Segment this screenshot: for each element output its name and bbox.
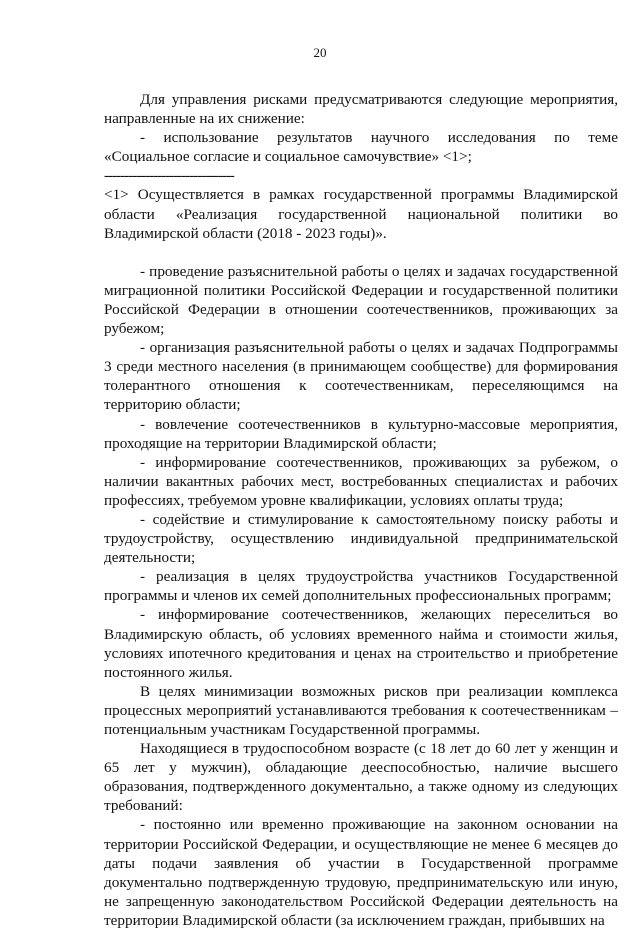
list-item: - использование результатов научного исследования по теме «Социальное согласие и социальное самочувствие» <1>;	[104, 129, 618, 166]
page-number: 20	[313, 45, 327, 60]
list-item: - информирование соотечественников, желающих переселиться во Владимирскую область, об условиях временного найма и стоимости жилья, условиях ипотечного кредитования и ценах на строительство и приобретение постоянного жилья.	[104, 606, 618, 681]
list-item: - содействие и стимулирование к самостоятельному поиску работы и трудоустройству, осуществлению индивидуальной предпринимательской деятельности;	[104, 510, 618, 567]
list-item: - реализация в целях трудоустройства участников Государственной программы и членов их семей дополнительных профессиональных программ;	[104, 568, 618, 605]
footnote-separator: --------------------------------	[104, 167, 234, 185]
list-item: - информирование соотечественников, проживающих за рубежом, о наличии вакантных рабочих мест, востребованных специалистах и рабочих профессиях, требуемом уровне квалификации, условиях оплаты труда;	[104, 453, 618, 509]
list-item: - проведение разъяснительной работы о целях и задачах государственной миграционной политики Российской Федерации и государственной политики Российской Федерации в отношении соотечественников, проживающих за рубежом;	[104, 262, 618, 338]
body-paragraph: Находящиеся в трудоспособном возрасте (с 18 лет до 60 лет у женщин и 65 лет у мужчин), обладающие дееспособностью, наличие высшего образования, подтвержденного документально, а также одному из следующих требований:	[104, 740, 618, 815]
spacer	[104, 243, 618, 262]
list-item: - постоянно или временно проживающие на законном основании на территории Российской Федерации, и осуществляющие не менее 6 месяцев до даты подачи заявления об участии в Государственной программе документально подтвержденную трудовую, предпринимательскую или иную, не запрещенную законодательством Российской Федерации деятельность на территории Владимирской области (за исключением граждан, прибывших на	[104, 816, 618, 929]
list-item: - вовлечение соотечественников в культурно-массовые мероприятия, проходящие на территории Владимирской области;	[104, 415, 618, 452]
body-paragraph: В целях минимизации возможных рисков при реализации комплекса процессных мероприятий устанавливаются требования к соотечественникам – потенциальным участникам Государственной программы.	[104, 682, 618, 738]
footnote: <1> Осуществляется в рамках государственной программы Владимирской области «Реализация государственной национальной политики во Владимирской области (2018 - 2023 годы)».	[104, 186, 618, 242]
intro-paragraph: Для управления рисками предусматриваются следующие мероприятия, направленные на их снижение:	[104, 91, 618, 128]
document-body	[104, 90, 618, 930]
list-item: - организация разъяснительной работы о целях и задачах Подпрограммы 3 среди местного населения (в принимающем сообществе) для формирования толерантного отношения к соотечественникам, переселяющимся на территорию области;	[104, 339, 618, 414]
